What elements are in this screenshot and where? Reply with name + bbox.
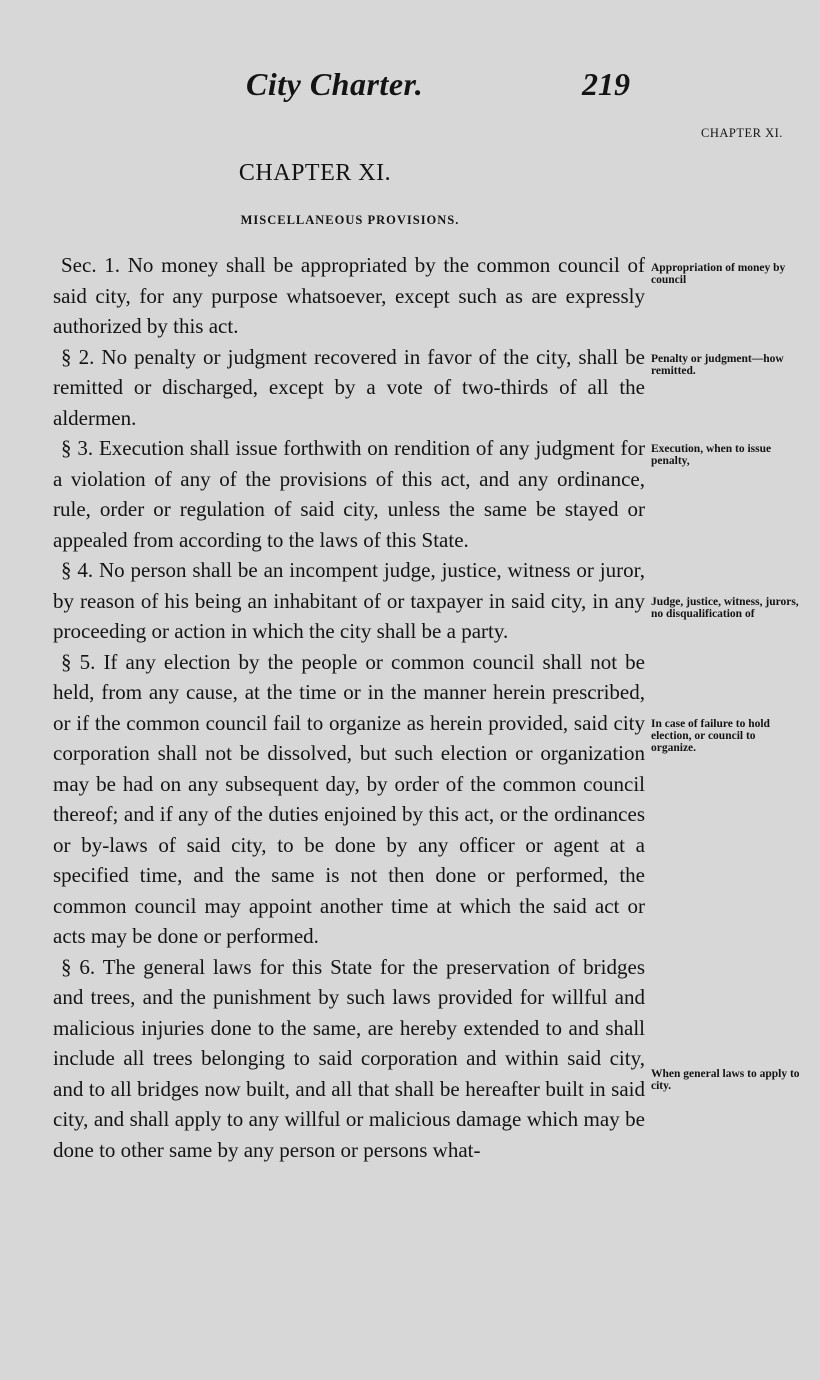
margin-note-5: In case of failure to hold election, or council to organize. bbox=[651, 718, 770, 754]
chapter-subtitle: MISCELLANEOUS PROVISIONS. bbox=[240, 213, 460, 227]
section-6: § 6. The general laws for this State for the preservation of bridges and trees, and the punishment by such laws provided for willful and malicious injuries done to the same, are hereby extended to and shall include all trees belonging to said corporation and within said city, and to all bridges now built, and all that shall be hereafter built in said city, and shall apply to any willful or malicious damage which may be done to other same by any person or persons what- bbox=[53, 954, 645, 1162]
margin-note-1: Appropriation of money by council bbox=[651, 262, 786, 286]
margin-note-2: Penalty or judgment—how remitted. bbox=[651, 353, 784, 377]
section-2: § 2. No penalty or judgment recovered in favor of the city, shall be remitted or discharged, except by a vote of two-thirds of all the aldermen. bbox=[53, 344, 645, 430]
body-text bbox=[53, 250, 645, 1165]
chapter-tag: CHAPTER XI. bbox=[701, 126, 783, 140]
chapter-title: CHAPTER XI. bbox=[238, 160, 392, 186]
running-head bbox=[0, 66, 820, 116]
section-3: § 3. Execution shall issue forthwith on rendition of any judgment for a violation of any of the provisions of this act, and any ordinance, rule, order or regulation of said city, unless the same be stayed or appealed from according to the laws of this State. bbox=[53, 436, 645, 552]
section-4: § 4. No person shall be an incompent judge, justice, witness or juror, by reason of his being an inhabitant of or taxpayer in said city, in any proceeding or action in which the city shall be a party. bbox=[53, 558, 645, 643]
margin-note-6: When general laws to apply to city. bbox=[651, 1068, 800, 1092]
running-head-title: City Charter. bbox=[246, 66, 424, 102]
margin-note-4: Judge, justice, witness, jurors, no disqualification of bbox=[651, 596, 799, 620]
section-1: Sec. 1. No money shall be appropriated by the common council of said city, for any purpose whatsoever, except such as are expressly authorized by this act. bbox=[53, 253, 645, 338]
page-number: 219 bbox=[582, 66, 630, 102]
section-5: § 5. If any election by the people or common council shall not be held, from any cause, at the time or in the manner herein prescribed, or if the common council fail to organize as herein provided, said city corporation shall not be dissolved, but such election or organization may be had on any subsequent day, by order of the common council thereof; and if any of the duties enjoined by this act, or the ordinances or by-laws of said city, to be done by any officer or agent at a specified time, and the same is not then done or performed, the common council may appoint another time at which the said act or acts may be done or performed. bbox=[53, 649, 645, 948]
margin-note-3: Execution, when to issue penalty, bbox=[651, 443, 772, 467]
